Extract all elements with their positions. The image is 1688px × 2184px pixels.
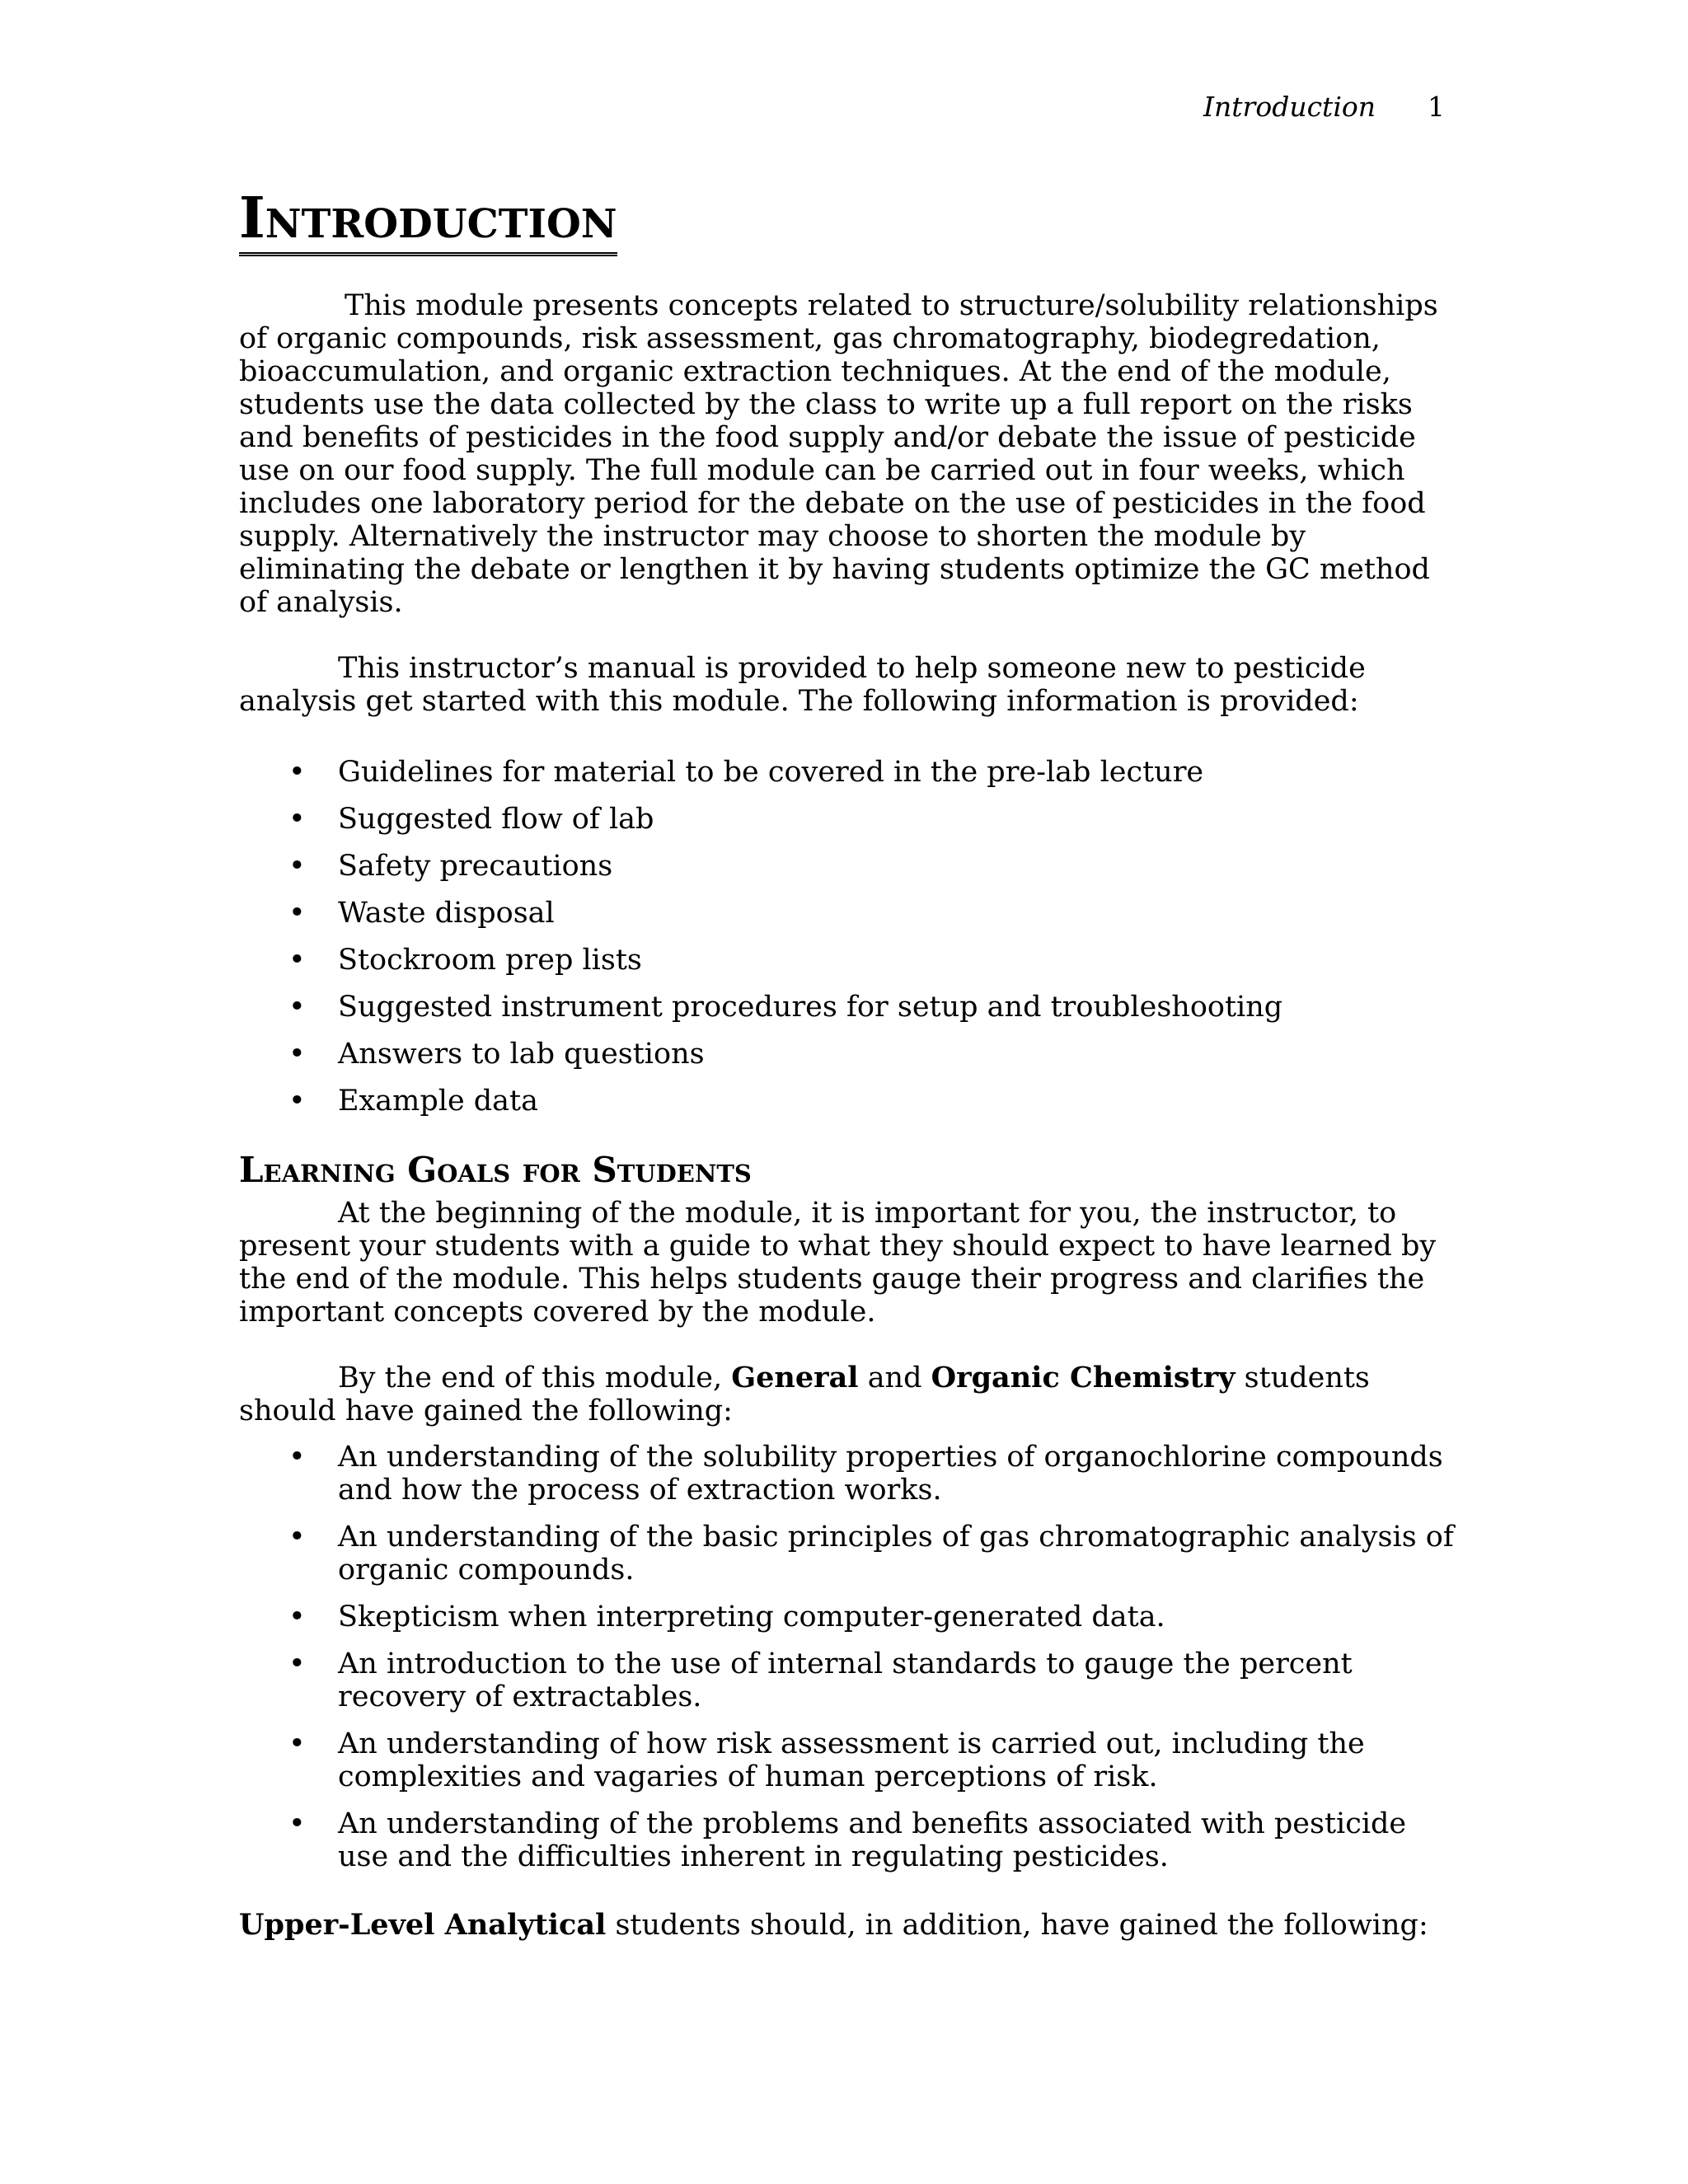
upper-level-label: Upper-Level Analytical <box>239 1908 607 1942</box>
manual-paragraph: This instructor’s manual is provided to help someone new to pesticide analysis get started with this module. The following information is provided: <box>239 652 1366 718</box>
page-number: 1 <box>1428 91 1445 123</box>
bullet-icon: • <box>288 1038 306 1071</box>
list-item-text: An introduction to the use of internal standards to gauge the percent recovery of extractables. <box>338 1647 1353 1713</box>
bullet-icon: • <box>288 944 306 977</box>
list-item-text: Safety precautions <box>338 850 613 883</box>
learning-goals-list <box>239 1441 1454 1873</box>
upper-level-paragraph <box>239 1909 1454 1942</box>
list-item <box>239 1521 1454 1586</box>
bullet-icon: • <box>288 850 306 883</box>
list-item-text: Suggested flow of lab <box>338 803 654 836</box>
bullet-icon: • <box>288 756 306 789</box>
intro-paragraph: This module presents concepts related to structure/solubility relationships of organic compounds, risk assessment, gas chromatography, biodegredation, bioaccumulation, and organic extraction techniques. At the end of the module, students use the data collected by the class to write up a full report on the risks and benefits of pesticides in the food supply and/or debate the issue of pesticide use on our food supply. The full module can be carried out in four weeks, which includes one laboratory period for the debate on the use of pesticides in the food supply. Alternatively the instructor may choose to shorten the module by eliminating the debate or lengthen it by having students optimize the GC method of analysis. <box>239 289 1438 619</box>
bullet-icon: • <box>288 803 306 836</box>
gen-org-lead-text: By the end of this module, <box>338 1361 732 1394</box>
page-content <box>239 185 1454 1942</box>
list-item <box>239 897 1454 930</box>
learning-goals-heading: Learning Goals for Students <box>239 1150 752 1190</box>
bullet-icon: • <box>288 991 306 1024</box>
bullet-icon: • <box>288 1601 306 1633</box>
list-item <box>239 1807 1454 1873</box>
list-item <box>239 803 1454 836</box>
gen-org-tail-text: students should have gained the following: <box>239 1361 1370 1427</box>
list-item <box>239 1647 1454 1713</box>
provided-info-list <box>239 756 1454 1118</box>
list-item-text: Waste disposal <box>338 897 555 930</box>
list-item <box>239 991 1454 1024</box>
list-item <box>239 1601 1454 1633</box>
list-item-text: An understanding of the basic principles of gas chromatographic analysis of organic compounds. <box>338 1521 1454 1586</box>
bullet-icon: • <box>288 897 306 930</box>
list-item <box>239 1038 1454 1071</box>
list-item-text: Stockroom prep lists <box>338 944 642 977</box>
general-organic-paragraph <box>239 1361 1454 1427</box>
general-label: General <box>731 1361 859 1394</box>
page-title: Introduction <box>239 185 617 256</box>
list-item <box>239 850 1454 883</box>
list-item-text: Guidelines for material to be covered in the pre-lab lecture <box>338 756 1204 789</box>
list-item <box>239 944 1454 977</box>
header-section-title: Introduction <box>1203 91 1376 123</box>
list-item-text: Answers to lab questions <box>338 1038 705 1071</box>
bullet-icon: • <box>288 1807 306 1840</box>
bullet-icon: • <box>288 1441 306 1474</box>
upper-level-text: students should, in addition, have gained the following: <box>606 1909 1428 1942</box>
bullet-icon: • <box>288 1521 306 1554</box>
and-text: and <box>858 1361 931 1394</box>
list-item-text: Example data <box>338 1085 538 1118</box>
organic-chemistry-label: Organic Chemistry <box>931 1361 1236 1394</box>
list-item <box>239 1441 1454 1507</box>
bullet-icon: • <box>288 1647 306 1680</box>
learning-goals-intro: At the beginning of the module, it is important for you, the instructor, to present your students with a guide to what they should expect to have learned by the end of the module. This helps students gauge their progress and clarifies the important concepts covered by the module. <box>239 1197 1437 1329</box>
list-item-text: Skepticism when interpreting computer-generated data. <box>338 1601 1165 1633</box>
list-item <box>239 756 1454 789</box>
list-item <box>239 1085 1454 1118</box>
list-item-text: An understanding of the problems and benefits associated with pesticide use and the difficulties inherent in regulating pesticides. <box>338 1807 1407 1873</box>
list-item-text: An understanding of how risk assessment is carried out, including the complexities and vagaries of human perceptions of risk. <box>338 1727 1365 1793</box>
bullet-icon: • <box>288 1727 306 1760</box>
bullet-icon: • <box>288 1085 306 1118</box>
list-item-text: Suggested instrument procedures for setup and troubleshooting <box>338 991 1283 1024</box>
list-item-text: An understanding of the solubility properties of organochlorine compounds and how the process of extraction works. <box>338 1441 1443 1507</box>
list-item <box>239 1727 1454 1793</box>
